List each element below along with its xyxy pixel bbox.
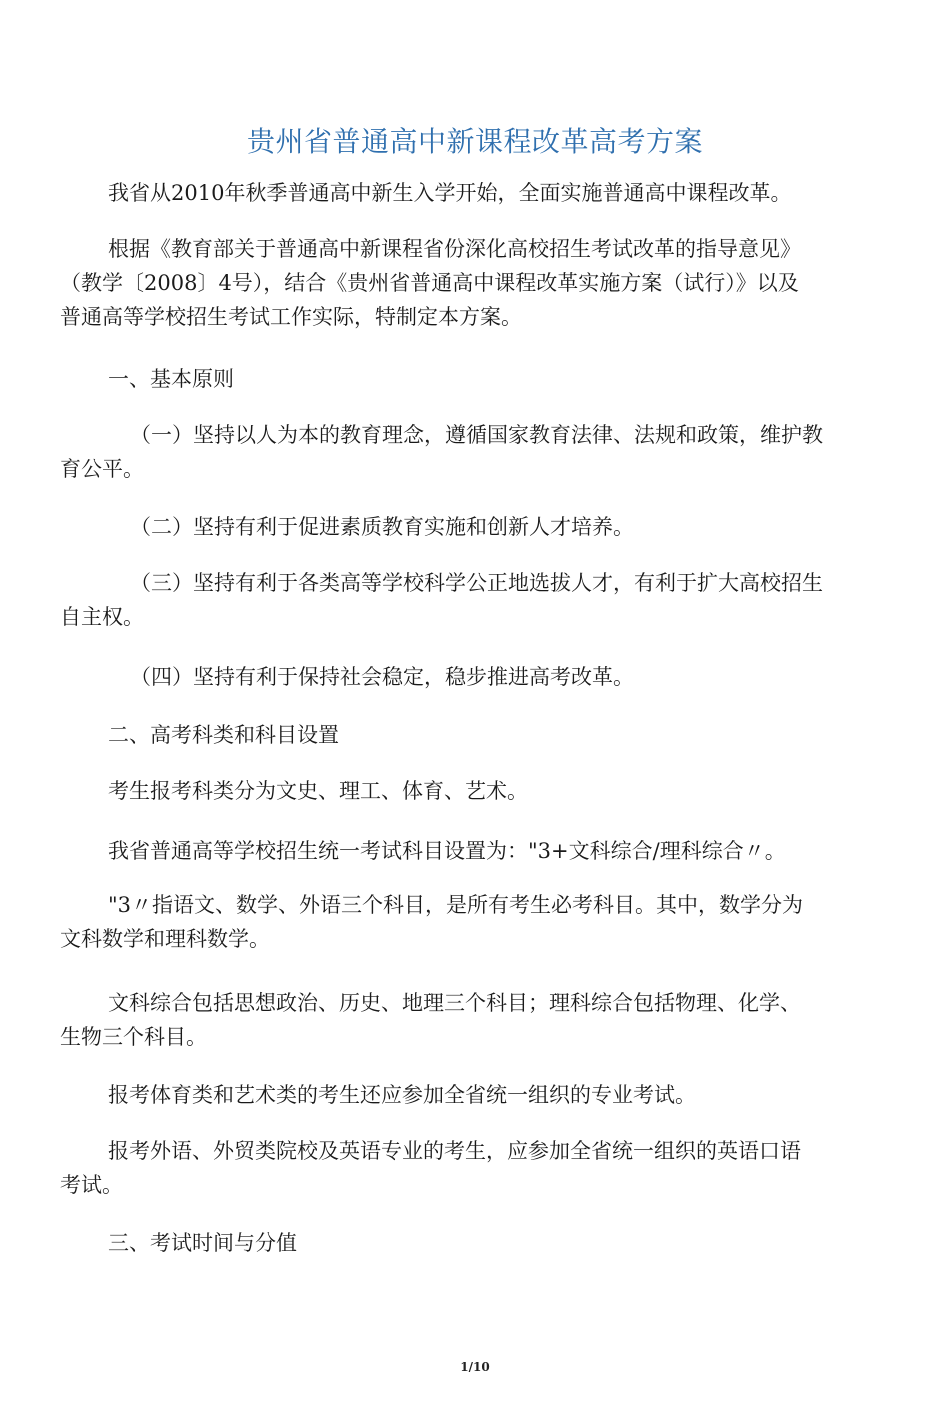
paragraph-line: 二、高考科类和科目设置 xyxy=(108,723,339,747)
paragraph-comprehensive xyxy=(60,986,888,1054)
paragraph-line: 根据《教育部关于普通高中新课程省份深化高校招生考试改革的指导意见》 xyxy=(108,237,801,261)
paragraph-2 xyxy=(60,232,888,334)
paragraph-subjects xyxy=(60,834,888,868)
paragraph-line: 报考外语、外贸类院校及英语专业的考生，应参加全省统一组织的英语口语 xyxy=(108,1139,801,1163)
paragraph-categories xyxy=(60,774,888,808)
page-number: 1/10 xyxy=(460,1360,490,1374)
paragraph-oral-exam xyxy=(60,1134,888,1202)
paragraph-line: 三、考试时间与分值 xyxy=(108,1231,297,1255)
paragraph-line: 一、基本原则 xyxy=(108,367,234,391)
section-heading-1 xyxy=(60,362,888,396)
paragraph-1 xyxy=(60,176,888,210)
paragraph-line: 文科数学和理科数学。 xyxy=(60,927,270,951)
paragraph-principle-2 xyxy=(60,510,888,544)
paragraph-line: （三）坚持有利于各类高等学校科学公正地选拔人才，有利于扩大高校招生 xyxy=(130,571,823,595)
paragraph-line: （四）坚持有利于保持社会稳定，稳步推进高考改革。 xyxy=(130,665,634,689)
paragraph-professional-exam xyxy=(60,1078,888,1112)
paragraph-line: "3〃指语文、数学、外语三个科目，是所有考生必考科目。其中，数学分为 xyxy=(108,893,804,917)
section-heading-3 xyxy=(60,1226,888,1260)
paragraph-three-subjects xyxy=(60,888,888,956)
paragraph-principle-3 xyxy=(60,566,888,634)
paragraph-line: 考试。 xyxy=(60,1173,123,1197)
document-title: 贵州省普通高中新课程改革高考方案 xyxy=(246,125,703,158)
paragraph-line: 普通高等学校招生考试工作实际，特制定本方案。 xyxy=(60,305,522,329)
paragraph-line: （教学〔2008〕4号），结合《贵州省普通高中课程改革实施方案（试行）》以及 xyxy=(60,271,799,295)
section-heading-2 xyxy=(60,718,888,752)
paragraph-principle-4 xyxy=(60,660,888,694)
paragraph-line: 我省从2010年秋季普通高中新生入学开始，全面实施普通高中课程改革。 xyxy=(108,181,792,205)
paragraph-line: 报考体育类和艺术类的考生还应参加全省统一组织的专业考试。 xyxy=(108,1083,696,1107)
paragraph-line: 育公平。 xyxy=(60,457,144,481)
paragraph-line: 生物三个科目。 xyxy=(60,1025,207,1049)
paragraph-line: 文科综合包括思想政治、历史、地理三个科目；理科综合包括物理、化学、 xyxy=(108,991,801,1015)
paragraph-line: （一）坚持以人为本的教育理念，遵循国家教育法律、法规和政策，维护教 xyxy=(130,423,823,447)
paragraph-line: （二）坚持有利于促进素质教育实施和创新人才培养。 xyxy=(130,515,634,539)
paragraph-principle-1 xyxy=(60,418,888,486)
paragraph-line: 考生报考科类分为文史、理工、体育、艺术。 xyxy=(108,779,528,803)
paragraph-line: 我省普通高等学校招生统一考试科目设置为："3+文科综合/理科综合〃。 xyxy=(108,839,786,863)
paragraph-line: 自主权。 xyxy=(60,605,144,629)
